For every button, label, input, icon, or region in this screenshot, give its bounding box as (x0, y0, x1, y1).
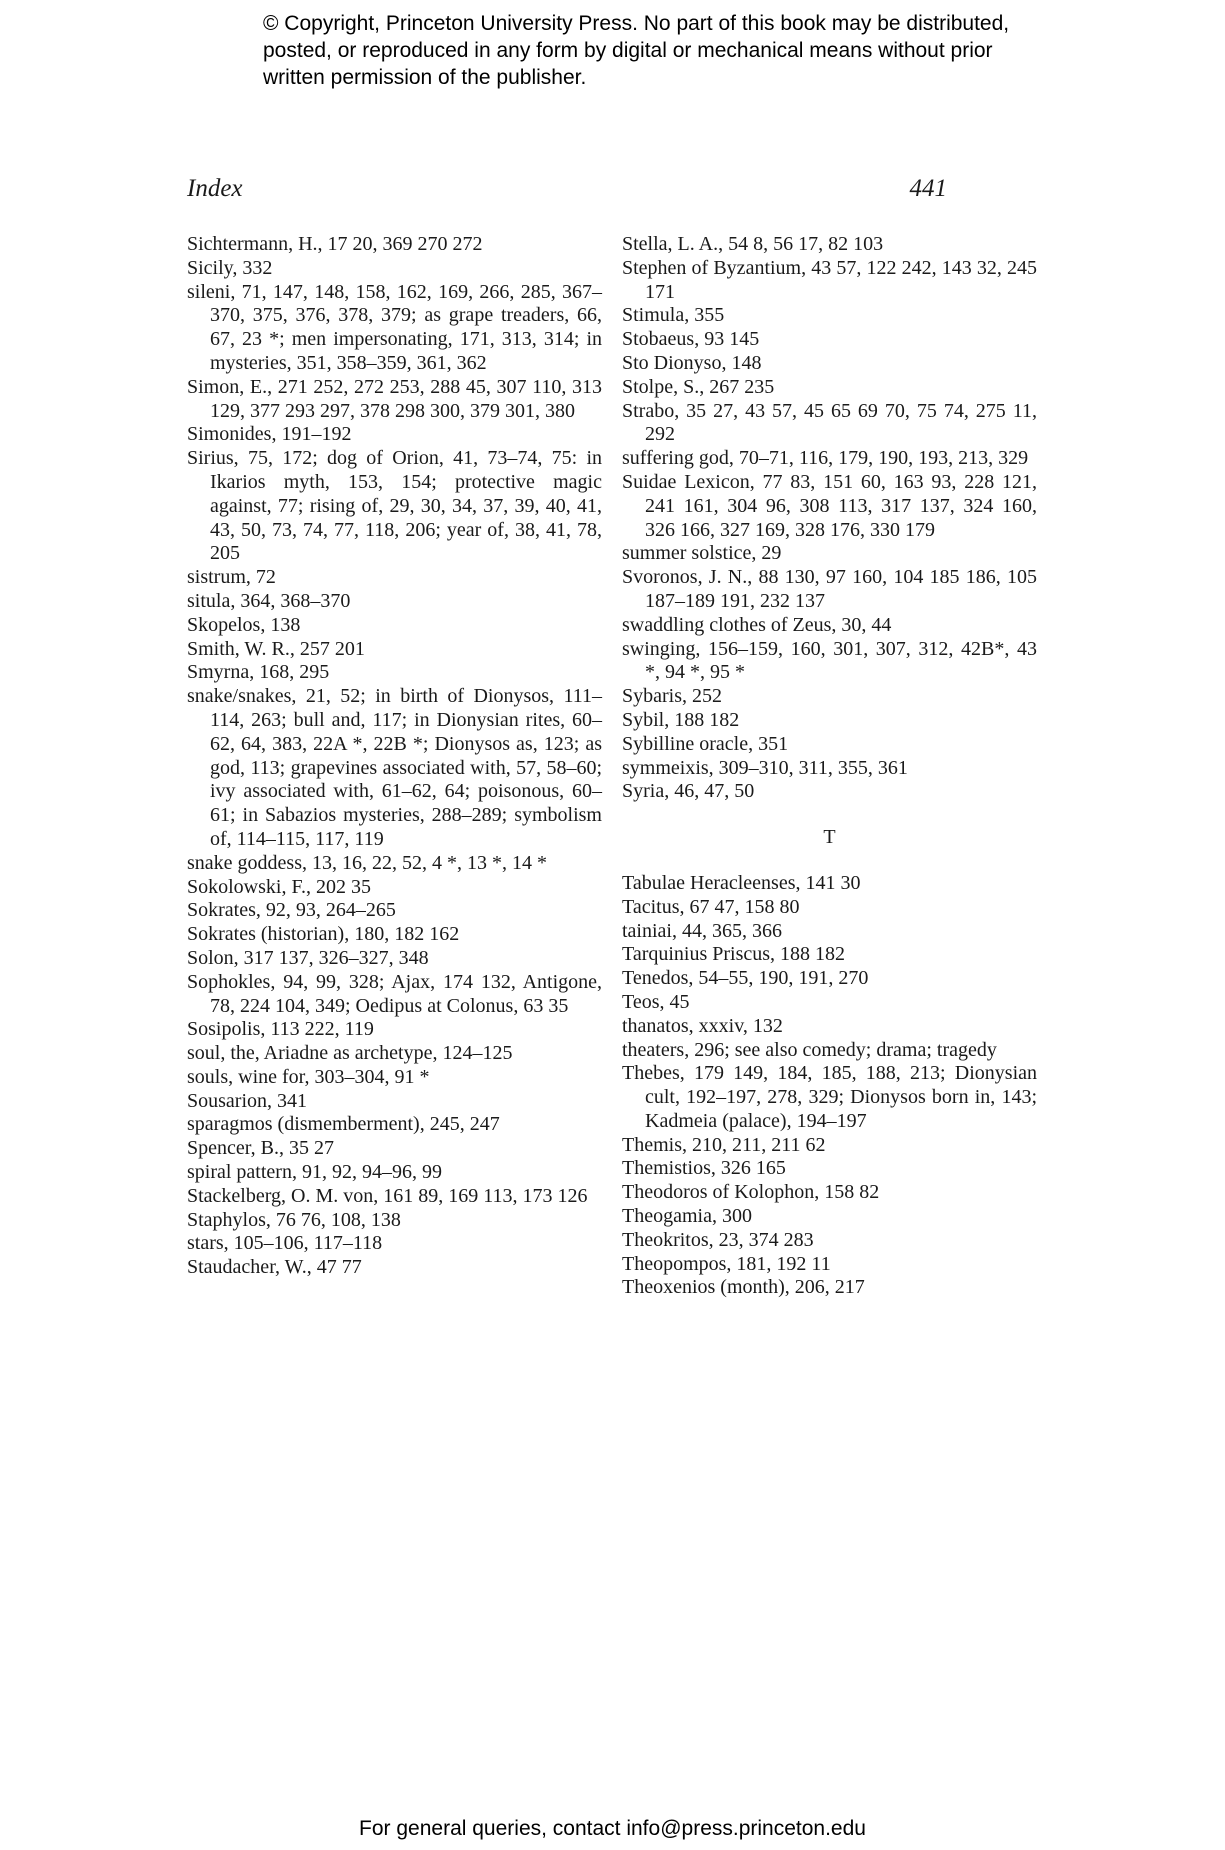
index-entry: Sirius, 75, 172; dog of Orion, 41, 73–74, 75: in Ikarios myth, 153, 154; protective magic against, 77; rising of, 29, 30, 34, 37, 39, 40, 41, 43, 50, 73, 74, 77, 118, 206; year of, 38, 41, 78, 205 (187, 447, 602, 565)
index-entry: Sosipolis, 113 222, 119 (187, 1018, 374, 1041)
index-entry: soul, the, Ariadne as archetype, 124–125 (187, 1042, 513, 1065)
index-entry: snake/snakes, 21, 52; in birth of Dionysos, 111–114, 263; bull and, 117; in Dionysian rites, 60–62, 64, 383, 22A *, 22B *; Dionysos as, 123; as god, 113; grapevines associated with, 57, 58–60; ivy associated with, 61–62, 64; poisonous, 60–61; in Sabazios mysteries, 288–289; symbolism of, 114–115, 117, 119 (187, 685, 602, 850)
index-entry: Thebes, 179 149, 184, 185, 188, 213; Dionysian cult, 192–197, 278, 329; Dionysos born in, 143; Kadmeia (palace), 194–197 (622, 1062, 1037, 1132)
index-entry: Svoronos, J. N., 88 130, 97 160, 104 185 186, 105 187–189 191, 232 137 (622, 566, 1037, 612)
section-letter: T (823, 826, 836, 849)
index-entry: suffering god, 70–71, 116, 179, 190, 193, 213, 329 (622, 447, 1029, 470)
copyright-notice: © Copyright, Princeton University Press. No part of this book may be distributed, posted, or reproduced in any form by digital or mechanical means without prior written permission of the publisher. (263, 12, 1010, 89)
index-entry: Tarquinius Priscus, 188 182 (622, 943, 846, 966)
index-entry: Stackelberg, O. M. von, 161 89, 169 113, 173 126 (187, 1184, 588, 1207)
index-entry: Solon, 317 137, 326–327, 348 (187, 946, 429, 969)
index-entry: Suidae Lexicon, 77 83, 151 60, 163 93, 228 121, 241 161, 304 96, 308 113, 317 137, 324 160, 326 166, 327 169, 328 176, 330 179 (622, 470, 1037, 541)
index-entry: symmeixis, 309–310, 311, 355, 361 (622, 756, 908, 779)
index-entry: Stolpe, S., 267 235 (622, 375, 775, 398)
index-entry: spiral pattern, 91, 92, 94–96, 99 (187, 1161, 442, 1184)
running-head (187, 175, 947, 209)
index-entry: swaddling clothes of Zeus, 30, 44 (622, 613, 892, 636)
index-entry: snake goddess, 13, 16, 22, 52, 4 *, 13 *, 14 * (187, 851, 547, 874)
index-entry: Sybaris, 252 (622, 685, 722, 708)
index-entry: Staphylos, 76 76, 108, 138 (187, 1208, 401, 1231)
index-entry: Sokrates (historian), 180, 182 162 (187, 923, 460, 946)
index-entry: Stephen of Byzantium, 43 57, 122 242, 143 32, 245 171 (622, 256, 1037, 303)
index-entry: Sophokles, 94, 99, 328; Ajax, 174 132, Antigone, 78, 224 104, 349; Oedipus at Colonus, 63 35 (187, 970, 602, 1017)
index-entry: Theokritos, 23, 374 283 (622, 1228, 814, 1251)
index-entry: sistrum, 72 (187, 566, 276, 589)
index-entry: Simonides, 191–192 (187, 423, 352, 446)
index-entry: Tacitus, 67 47, 158 80 (622, 895, 800, 918)
index-entry: Theogamia, 300 (622, 1205, 752, 1228)
index-entry: Sto Dionyso, 148 (622, 351, 762, 374)
index-entry: Sichtermann, H., 17 20, 369 270 272 (187, 233, 483, 255)
index-column-right (622, 233, 1037, 1300)
index-entry: sileni, 71, 147, 148, 158, 162, 169, 266, 285, 367–370, 375, 376, 378, 379; as grape treaders, 66, 67, 23 *; men impersonating, 171, 313, 314; in mysteries, 351, 358–359, 361, 362 (187, 280, 602, 374)
index-entry: Simon, E., 271 252, 272 253, 288 45, 307 110, 313 129, 377 293 297, 378 298 300, 379 301, 380 (187, 375, 602, 422)
index-entry: Smith, W. R., 257 201 (187, 637, 365, 660)
index-entry: Teos, 45 (622, 990, 690, 1013)
index-entry: sparagmos (dismemberment), 245, 247 (187, 1113, 500, 1136)
index-entry: theaters, 296; see also comedy; drama; tragedy (622, 1038, 997, 1061)
page-number: 441 (909, 175, 947, 202)
index-entry: Sokolowski, F., 202 35 (187, 875, 371, 898)
index-entry: thanatos, xxxiv, 132 (622, 1014, 783, 1037)
index-entry: Smyrna, 168, 295 (187, 661, 330, 684)
index-entry: Spencer, B., 35 27 (187, 1137, 334, 1160)
index-entry: summer solstice, 29 (622, 542, 782, 565)
index-entry: Stobaeus, 93 145 (622, 328, 760, 351)
index-entry: Sybil, 188 182 (622, 708, 740, 731)
index-entry: Sokrates, 92, 93, 264–265 (187, 899, 396, 922)
index-entry: Stimula, 355 (622, 304, 725, 327)
index-entry: Staudacher, W., 47 77 (187, 1256, 362, 1279)
index-entry: souls, wine for, 303–304, 91 * (187, 1065, 430, 1088)
running-head-title: Index (187, 175, 243, 202)
index-entry: Theoxenios (month), 206, 217 (622, 1276, 865, 1299)
index-entry: Theodoros of Kolophon, 158 82 (622, 1181, 880, 1204)
index-column-left (187, 233, 602, 1280)
index-entry: Sousarion, 341 (187, 1089, 307, 1112)
index-entry: tainiai, 44, 365, 366 (622, 919, 782, 942)
index-entry: Theopompos, 181, 192 11 (622, 1252, 831, 1275)
index-entry: Tenedos, 54–55, 190, 191, 270 (622, 967, 869, 990)
index-entry: Sybilline oracle, 351 (622, 732, 789, 755)
index-entry: Tabulae Heracleenses, 141 30 (622, 871, 861, 894)
index-entry: Themis, 210, 211, 211 62 (622, 1133, 826, 1156)
index-entry: Syria, 46, 47, 50 (622, 780, 755, 803)
index-entry: stars, 105–106, 117–118 (187, 1232, 383, 1255)
index-entry: situla, 364, 368–370 (187, 589, 351, 612)
index-entry: Stella, L. A., 54 8, 56 17, 82 103 (622, 233, 884, 255)
index-entry: Strabo, 35 27, 43 57, 45 65 69 70, 75 74, 275 11, 292 (622, 399, 1037, 446)
index-entry: swinging, 156–159, 160, 301, 307, 312, 42B*, 43 *, 94 *, 95 * (622, 637, 1037, 684)
index-entry: Sicily, 332 (187, 256, 273, 279)
footer-contact: For general queries, contact info@press.princeton.edu (359, 1817, 866, 1840)
index-entry: Skopelos, 138 (187, 613, 301, 636)
index-entry: Themistios, 326 165 (622, 1157, 786, 1180)
